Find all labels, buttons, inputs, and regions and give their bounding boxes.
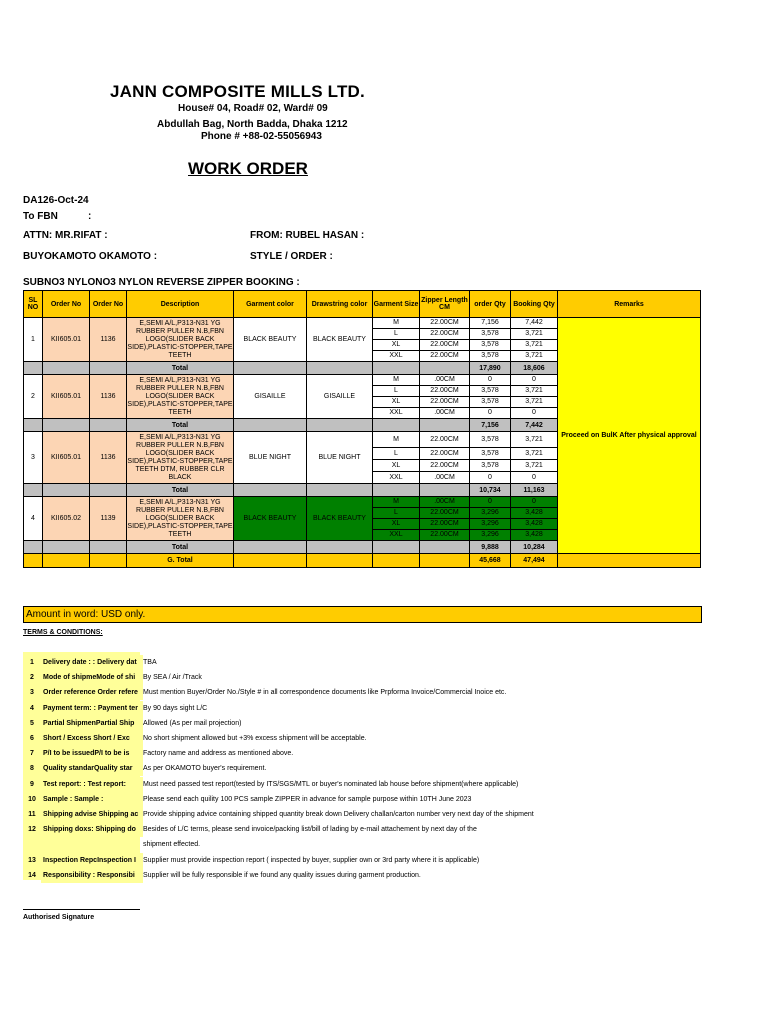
term-text: As per OKAMOTO buyer's requirement. [143,765,267,773]
garment-color: BLUE NIGHT [234,432,307,484]
zipper-length: 22.00CM [420,530,470,541]
work-order-table [23,290,701,568]
term-text: TBA [143,659,157,666]
drawstring-color: BLACK BEAUTY [307,318,373,362]
terms-title: TERMS & CONDITIONS: [23,629,103,636]
term-text: By SEA / Air /Track [143,674,202,682]
booking-qty: 0 [511,472,558,484]
address-line-1: House# 04, Road# 02, Ward# 09 [178,103,328,114]
term-text: Supplier must provide inspection report ( inspected by buyer, supplier own or 3rd party where it is applicable) [143,856,480,864]
zipper-length: 22.00CM [420,448,470,460]
term-item [23,685,643,700]
col-header: Description [127,291,234,318]
term-item [23,670,643,685]
zipper-length: 22.00CM [420,318,470,329]
description: E,SEMI A/L,P313-N31 YG RUBBER PULLER N.B,FBN LOGO(SLIDER BACK SIDE),PLASTIC-STOPPER,TAPE TEETH [127,318,234,362]
order-no-2: 1136 [90,375,127,419]
booking-qty: 3,428 [511,508,558,519]
term-label: Short / Excess Short / Exc [41,731,143,746]
garment-size: XXL [373,408,420,419]
term-number: 9 [30,780,34,788]
table-header-row [24,291,701,318]
order-no: KII605.02 [43,497,90,541]
table-row [24,318,701,329]
term-item [23,701,643,716]
term-item [23,731,643,746]
booking-qty: 3,428 [511,519,558,530]
zipper-length: 22.00CM [420,397,470,408]
col-header: Order No [90,291,127,318]
term-item [23,868,643,883]
term-text: Factory name and address as mentioned above. [143,750,294,758]
term-number: 13 [28,856,36,864]
total-order-qty: 7,156 [470,419,511,432]
garment-size: XXL [373,472,420,484]
description: E,SEMI A/L,P313-N31 YG RUBBER PULLER N.B,FBN LOGO(SLIDER BACK SIDE),PLASTIC-STOPPER,TAPE TEETH DTM, RUBBER CLR BLACK [127,432,234,484]
zipper-length: 22.00CM [420,460,470,472]
phone-line: Phone # +88-02-55056943 [201,131,322,142]
total-label: Total [127,362,234,375]
term-text: Besides of L/C terms, please send invoice/packing list/bill of lading by e-mail attachement by next day of the [143,826,477,834]
term-label: Shipping doxs: Shipping do [41,822,143,837]
term-label: Quality standarQuality star [41,761,143,776]
grand-total-row [24,554,701,568]
order-qty: 0 [470,472,511,484]
col-header: Booking Qty [511,291,558,318]
booking-qty: 3,721 [511,432,558,448]
grand-total-label: G. Total [127,554,234,568]
term-number: 5 [30,719,34,727]
garment-color: GISAILLE [234,375,307,419]
term-item [23,777,643,792]
booking-qty: 3,721 [511,448,558,460]
term-item [23,822,643,837]
col-header: SL NO [24,291,43,318]
term-item [23,746,643,761]
signature-line [23,909,140,910]
order-qty: 3,578 [470,351,511,362]
buyer-field: BU‌YOKAMOTO OKAMOTO : [23,251,158,262]
booking-qty: 3,721 [511,386,558,397]
term-text: No short shipment allowed but +3% excess shipment will be acceptable. [143,735,367,742]
term-item [23,837,643,852]
booking-qty: 3,721 [511,351,558,362]
garment-size: XL [373,460,420,472]
zipper-length: 22.00CM [420,340,470,351]
term-text: shipment effected. [143,841,201,849]
order-qty: 3,578 [470,460,511,472]
col-header: Remarks [558,291,701,318]
zipper-length: 22.00CM [420,508,470,519]
total-booking-qty: 10,284 [511,541,558,554]
term-text: Allowed (As per mail projection) [143,719,242,727]
description: E,SEMI A/L,P313-N31 YG RUBBER PULLER N.B,FBN LOGO(SLIDER BACK SIDE),PLASTIC-STOPPER,TAPE TEETH [127,375,234,419]
order-no-2: 1136 [90,432,127,484]
total-label: Total [127,541,234,554]
garment-size: XXL [373,530,420,541]
zipper-length: 22.00CM [420,519,470,530]
order-qty: 3,296 [470,530,511,541]
order-qty: 3,578 [470,386,511,397]
col-header: Garment Size [373,291,420,318]
garment-size: L [373,448,420,460]
document-title: WORK ORDER [188,159,308,178]
sl-no: 3 [24,432,43,484]
order-qty: 0 [470,375,511,386]
zipper-length: 22.00CM [420,351,470,362]
garment-size: L [373,386,420,397]
term-item [23,716,643,731]
term-label: Delivery date : : Delivery dat [41,655,143,670]
zipper-length: 22.00CM [420,386,470,397]
term-label: Sample : Sample : [41,792,143,807]
total-booking-qty: 11,163 [511,484,558,497]
garment-size: XL [373,340,420,351]
term-text: By 90 days sight L/C [143,704,208,712]
term-number: 14 [28,871,36,879]
zipper-length: .00CM [420,375,470,386]
sl-no: 1 [24,318,43,362]
term-item [23,807,643,822]
term-number: 3 [30,689,34,697]
booking-qty: 3,721 [511,329,558,340]
order-qty: 0 [470,408,511,419]
order-no-2: 1136 [90,318,127,362]
booking-qty: 3,428 [511,530,558,541]
term-text: Provide shipping advice containing shipped quantity break down Delivery challan/carton number very next day of the shipment [143,811,534,818]
garment-color: BLACK BEAUTY [234,497,307,541]
booking-qty: 0 [511,375,558,386]
order-qty: 3,578 [470,329,511,340]
total-order-qty: 9,888 [470,541,511,554]
zipper-length: .00CM [420,497,470,508]
term-item [23,655,643,670]
term-label: Mode of shipmeMode of shi [41,670,143,685]
total-booking-qty: 7,442 [511,419,558,432]
subject-field: SU‌BNO3 NYLO‌NO3 NYLON REVERSE ZIPPER BOOKING : [23,277,300,288]
garment-size: M [373,318,420,329]
total-label: Total [127,419,234,432]
zipper-length: 22.00CM [420,329,470,340]
term-label: Partial ShipmenPartial Ship [41,716,143,731]
grand-total-order: 45,668 [470,554,511,568]
order-no: KII605.01 [43,375,90,419]
to-colon: : [88,211,92,222]
drawstring-color: BLUE NIGHT [307,432,373,484]
term-number: 2 [30,674,34,682]
booking-qty: 3,721 [511,460,558,472]
term-label: P/I to be issuedP/I to be is [41,746,143,761]
drawstring-color: GISAILLE [307,375,373,419]
term-number: 11 [28,811,36,818]
order-qty: 3,296 [470,508,511,519]
order-qty: 3,578 [470,397,511,408]
term-text: Please send each quility 100 PCS sample ZIPPER in advance for sample purpose within 10TH June 2023 [143,795,472,803]
garment-size: M [373,432,420,448]
term-number: 10 [28,795,36,803]
sl-no: 2 [24,375,43,419]
style-order-field: STYLE / ORDER : [250,251,333,262]
order-no: KII605.01 [43,318,90,362]
term-label: Shipping advise Shipping ac [41,807,143,822]
zipper-length: .00CM [420,408,470,419]
booking-qty: 0 [511,408,558,419]
col-header: Garment color [234,291,307,318]
booking-qty: 3,721 [511,397,558,408]
garment-color: BLACK BEAUTY [234,318,307,362]
term-item [23,761,643,776]
term-label: Inspection RepcInspection I [41,853,143,868]
garment-size: XL [373,397,420,408]
term-number: 8 [30,765,34,773]
sl-no: 4 [24,497,43,541]
zipper-length: .00CM [420,472,470,484]
booking-qty: 0 [511,497,558,508]
term-label: Order reference Order refere [41,685,143,700]
booking-qty: 3,721 [511,340,558,351]
order-qty: 3,296 [470,519,511,530]
garment-size: M [373,375,420,386]
total-order-qty: 10,734 [470,484,511,497]
signature-label: Authorised Signature [23,914,95,921]
drawstring-color: BLACK BEAUTY [307,497,373,541]
order-qty: 7,156 [470,318,511,329]
col-header: Drawstring color [307,291,373,318]
zipper-length: 22.00CM [420,432,470,448]
garment-size: XL [373,519,420,530]
term-text: Must mention Buyer/Order No./Style # in all correspondence documents like Prpforma Invoice/Commercial Inoice etc. [143,689,507,697]
grand-total-booking: 47,494 [511,554,558,568]
booking-qty: 7,442 [511,318,558,329]
order-no-2: 1139 [90,497,127,541]
term-label: Test report: : Test report: [41,777,143,792]
address-line-2: Abdullah Bag, North Badda, Dhaka 1212 [157,119,348,130]
company-name: JANN COMPOSITE MILLS LTD. [110,82,365,101]
to-field: To FBN [23,211,58,222]
term-text: Supplier will be fully responsible if we found any quality issues during garment production. [143,871,421,879]
total-booking-qty: 18,606 [511,362,558,375]
date-field: DA‌126-Oct-24 [23,195,89,206]
term-item [23,792,643,807]
col-header: Zipper Length CM [420,291,470,318]
term-number: 1 [30,659,34,666]
term-label: Payment term: : Payment ter [41,701,143,716]
term-text: Must need passed test report(tested by ITS/SGS/MTL or buyer's nominated lab house before shipment(where applicable) [143,780,519,788]
order-qty: 3,578 [470,340,511,351]
description: E,SEMI A/L,P313-N31 YG RUBBER PULLER N.B,FBN LOGO(SLIDER BACK SIDE),PLASTIC-STOPPER,TAPE TEETH [127,497,234,541]
garment-size: M [373,497,420,508]
term-number: 12 [28,826,36,834]
order-qty: 3,578 [470,448,511,460]
col-header: Order No [43,291,90,318]
order-no: KII605.01 [43,432,90,484]
term-number: 4 [30,704,34,712]
garment-size: XXL [373,351,420,362]
remarks: Proceed on BulK After physical approval [558,318,701,554]
order-qty: 0 [470,497,511,508]
total-label: Total [127,484,234,497]
attn-field: ATTN: MR.RIFAT : [23,230,108,241]
order-qty: 3,578 [470,432,511,448]
term-item [23,853,643,868]
from-field: FROM: RUBEL HASAN : [250,230,365,241]
total-order-qty: 17,890 [470,362,511,375]
term-number: 6 [30,735,34,742]
term-label: Responsibility : Responsibi [41,868,143,883]
garment-size: L [373,329,420,340]
col-header: order Qty [470,291,511,318]
term-number: 7 [30,750,34,758]
amount-in-words: Amount in word: USD only. [23,606,702,623]
garment-size: L [373,508,420,519]
